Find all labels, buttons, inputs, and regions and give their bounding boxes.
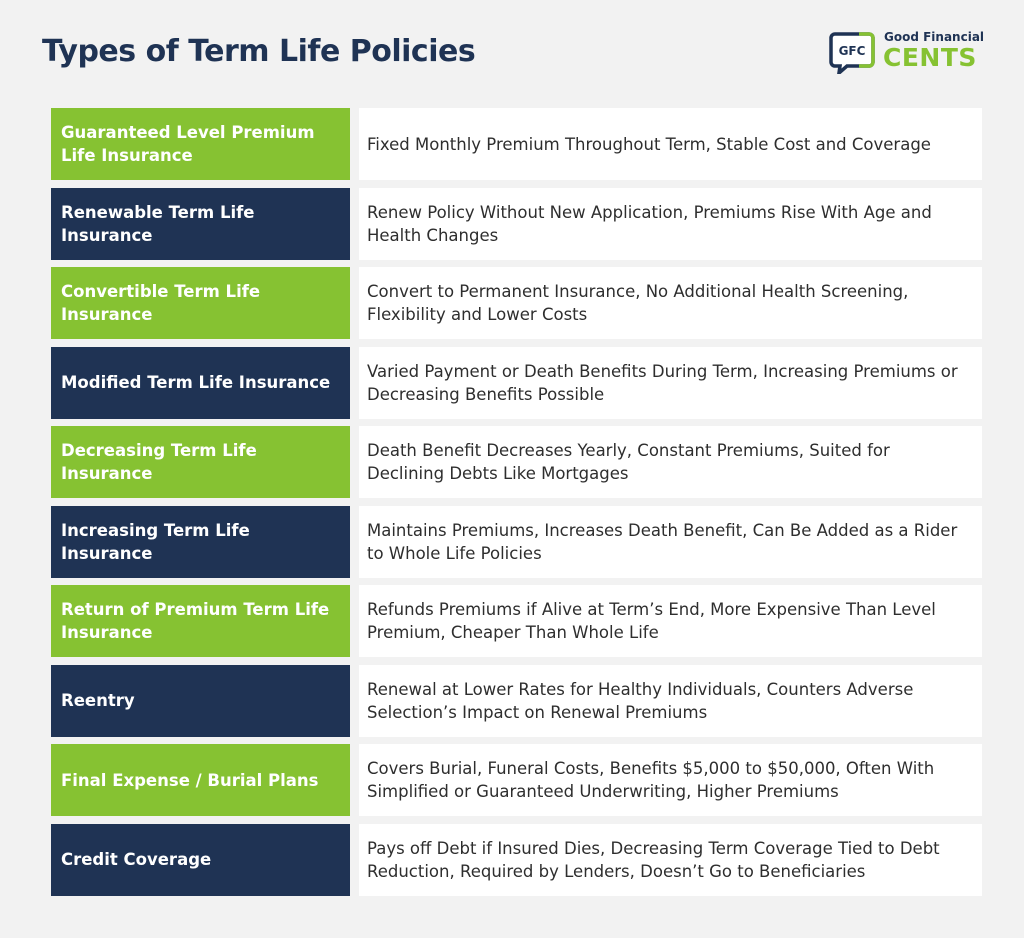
policy-name: Decreasing Term Life Insurance bbox=[51, 426, 350, 498]
policy-name: Increasing Term Life Insurance bbox=[51, 506, 350, 578]
policy-name: Credit Coverage bbox=[51, 824, 350, 896]
table-row bbox=[51, 744, 982, 816]
policy-description: Renew Policy Without New Application, Premiums Rise With Age and Health Changes bbox=[359, 188, 982, 260]
policy-table bbox=[51, 108, 982, 903]
logo-text-top: Good Financial bbox=[884, 30, 985, 44]
policy-name: Final Expense / Burial Plans bbox=[51, 744, 350, 816]
table-row bbox=[51, 824, 982, 896]
policy-description: Convert to Permanent Insurance, No Additional Health Screening, Flexibility and Lower Costs bbox=[359, 267, 982, 339]
policy-name: Reentry bbox=[51, 665, 350, 737]
table-row bbox=[51, 188, 982, 260]
table-row bbox=[51, 585, 982, 657]
logo-mark-icon bbox=[829, 32, 875, 74]
policy-name: Guaranteed Level Premium Life Insurance bbox=[51, 108, 350, 180]
policy-description: Death Benefit Decreases Yearly, Constant Premiums, Suited for Declining Debts Like Mortgages bbox=[359, 426, 982, 498]
policy-description: Pays off Debt if Insured Dies, Decreasing Term Coverage Tied to Debt Reduction, Required by Lenders, Doesn’t Go to Beneficiaries bbox=[359, 824, 982, 896]
policy-name: Return of Premium Term Life Insurance bbox=[51, 585, 350, 657]
table-row bbox=[51, 347, 982, 419]
policy-description: Maintains Premiums, Increases Death Benefit, Can Be Added as a Rider to Whole Life Policies bbox=[359, 506, 982, 578]
page-title: Types of Term Life Policies bbox=[42, 34, 476, 69]
table-row bbox=[51, 426, 982, 498]
policy-description: Fixed Monthly Premium Throughout Term, Stable Cost and Coverage bbox=[359, 108, 982, 180]
policy-name: Renewable Term Life Insurance bbox=[51, 188, 350, 260]
policy-description: Refunds Premiums if Alive at Term’s End, More Expensive Than Level Premium, Cheaper Than Whole Life bbox=[359, 585, 982, 657]
logo-mark-text: GFC bbox=[838, 44, 866, 58]
policy-description: Varied Payment or Death Benefits During Term, Increasing Premiums or Decreasing Benefits Possible bbox=[359, 347, 982, 419]
table-row bbox=[51, 108, 982, 180]
logo bbox=[829, 30, 989, 80]
table-row bbox=[51, 267, 982, 339]
policy-name: Convertible Term Life Insurance bbox=[51, 267, 350, 339]
table-row bbox=[51, 665, 982, 737]
table-row bbox=[51, 506, 982, 578]
policy-name: Modified Term Life Insurance bbox=[51, 347, 350, 419]
policy-description: Covers Burial, Funeral Costs, Benefits $5,000 to $50,000, Often With Simplified or Guaranteed Underwriting, Higher Premiums bbox=[359, 744, 982, 816]
policy-description: Renewal at Lower Rates for Healthy Individuals, Counters Adverse Selection’s Impact on Renewal Premiums bbox=[359, 665, 982, 737]
logo-text-bottom: CENTS bbox=[883, 43, 977, 72]
